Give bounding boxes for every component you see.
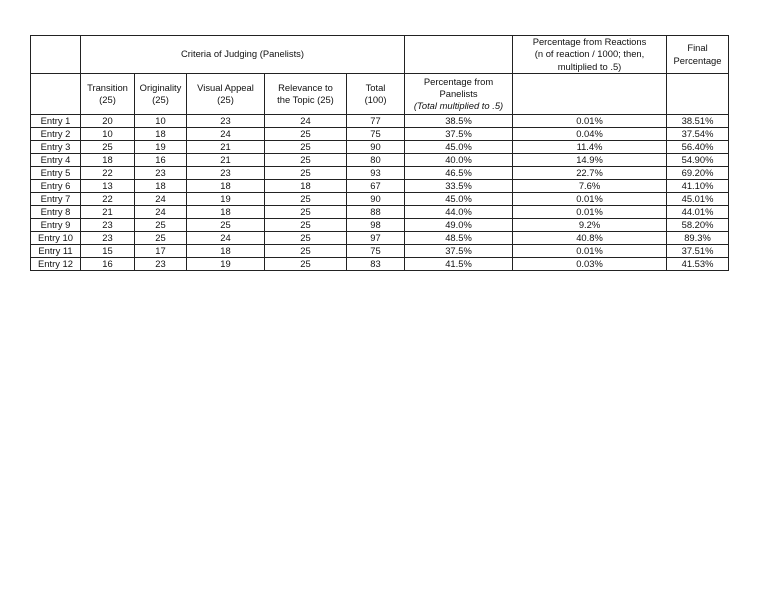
- entry-cell: Entry 9: [31, 219, 81, 232]
- table-row: [31, 193, 729, 206]
- total-cell: 88: [347, 206, 405, 219]
- entry-cell: Entry 7: [31, 193, 81, 206]
- table-row: [31, 115, 729, 128]
- transition-cell: 23: [81, 219, 135, 232]
- reactions-percentage-cell: 14.9%: [513, 154, 667, 167]
- transition-cell: 10: [81, 128, 135, 141]
- table-row: [31, 206, 729, 219]
- visual-appeal-header-line-2: (25): [217, 94, 234, 105]
- header-empty-panelists-top: [405, 36, 513, 74]
- header-row-top: [31, 36, 729, 74]
- transition-cell: 15: [81, 245, 135, 258]
- panelists-header-line-3: (Total multiplied to .5): [413, 100, 504, 112]
- originality-header: [135, 74, 187, 115]
- final-percentage-cell: 38.51%: [667, 115, 729, 128]
- originality-cell: 10: [135, 115, 187, 128]
- panelists-percentage-cell: 49.0%: [405, 219, 513, 232]
- final-percentage-cell: 58.20%: [667, 219, 729, 232]
- panelists-percentage-cell: 44.0%: [405, 206, 513, 219]
- visual-appeal-cell: 18: [187, 206, 265, 219]
- originality-cell: 23: [135, 258, 187, 271]
- panelists-header: [405, 74, 513, 115]
- table-row: [31, 128, 729, 141]
- visual-appeal-cell: 18: [187, 245, 265, 258]
- transition-cell: 25: [81, 141, 135, 154]
- final-percentage-cell: 44.01%: [667, 206, 729, 219]
- reactions-percentage-cell: 22.7%: [513, 167, 667, 180]
- visual-appeal-header-line-1: Visual Appeal: [197, 81, 254, 93]
- reactions-percentage-cell: 7.6%: [513, 180, 667, 193]
- score-rows: [31, 115, 729, 271]
- panelists-percentage-cell: 48.5%: [405, 232, 513, 245]
- visual-appeal-cell: 24: [187, 232, 265, 245]
- reactions-percentage-cell: 11.4%: [513, 141, 667, 154]
- visual-appeal-cell: 21: [187, 154, 265, 167]
- visual-appeal-cell: 25: [187, 219, 265, 232]
- transition-cell: 21: [81, 206, 135, 219]
- relevance-cell: 25: [265, 219, 347, 232]
- panelists-percentage-cell: 40.0%: [405, 154, 513, 167]
- originality-header-line-2: (25): [152, 94, 169, 105]
- total-cell: 75: [347, 128, 405, 141]
- relevance-header-line-1: Relevance to: [278, 81, 333, 93]
- table-row: [31, 141, 729, 154]
- reactions-percentage-cell: 40.8%: [513, 232, 667, 245]
- total-header-line-1: Total: [365, 81, 386, 93]
- relevance-cell: 25: [265, 154, 347, 167]
- judging-score-table: [30, 35, 729, 271]
- final-header-line-2: Percentage: [673, 54, 722, 66]
- panelists-percentage-cell: 46.5%: [405, 167, 513, 180]
- relevance-cell: 24: [265, 115, 347, 128]
- final-percentage-cell: 37.54%: [667, 128, 729, 141]
- final-percentage-cell: 45.01%: [667, 193, 729, 206]
- reactions-percentage-cell: 9.2%: [513, 219, 667, 232]
- final-percentage-cell: 41.10%: [667, 180, 729, 193]
- relevance-cell: 18: [265, 180, 347, 193]
- transition-cell: 22: [81, 167, 135, 180]
- entry-cell: Entry 5: [31, 167, 81, 180]
- panelists-percentage-cell: 45.0%: [405, 141, 513, 154]
- reactions-percentage-cell: 0.03%: [513, 258, 667, 271]
- reactions-header-line-1: Percentage from Reactions: [532, 36, 647, 48]
- originality-cell: 16: [135, 154, 187, 167]
- total-cell: 90: [347, 141, 405, 154]
- reactions-header-line-2: (n of reaction / 1000; then,: [534, 48, 645, 60]
- reactions-percentage-cell: 0.01%: [513, 245, 667, 258]
- panelists-percentage-cell: 37.5%: [405, 245, 513, 258]
- total-cell: 83: [347, 258, 405, 271]
- entry-cell: Entry 11: [31, 245, 81, 258]
- table-row: [31, 219, 729, 232]
- entry-cell: Entry 10: [31, 232, 81, 245]
- originality-cell: 17: [135, 245, 187, 258]
- total-cell: 97: [347, 232, 405, 245]
- relevance-cell: 25: [265, 245, 347, 258]
- relevance-cell: 25: [265, 167, 347, 180]
- total-header-line-2: (100): [364, 94, 387, 105]
- header-empty-final: [667, 74, 729, 115]
- entry-cell: Entry 1: [31, 115, 81, 128]
- panelists-percentage-cell: 41.5%: [405, 258, 513, 271]
- total-cell: 67: [347, 180, 405, 193]
- reactions-header: [513, 36, 667, 74]
- visual-appeal-cell: 23: [187, 167, 265, 180]
- table-row: [31, 232, 729, 245]
- visual-appeal-header: [187, 74, 265, 115]
- final-percentage-cell: 37.51%: [667, 245, 729, 258]
- entry-cell: Entry 4: [31, 154, 81, 167]
- transition-cell: 18: [81, 154, 135, 167]
- relevance-cell: 25: [265, 206, 347, 219]
- final-percentage-cell: 89.3%: [667, 232, 729, 245]
- total-cell: 75: [347, 245, 405, 258]
- table-row: [31, 167, 729, 180]
- visual-appeal-cell: 18: [187, 180, 265, 193]
- originality-cell: 24: [135, 193, 187, 206]
- relevance-header: [265, 74, 347, 115]
- final-percentage-cell: 41.53%: [667, 258, 729, 271]
- transition-cell: 13: [81, 180, 135, 193]
- originality-cell: 18: [135, 180, 187, 193]
- table-row: [31, 258, 729, 271]
- relevance-cell: 25: [265, 258, 347, 271]
- visual-appeal-cell: 24: [187, 128, 265, 141]
- panelists-header-line-1: Percentage from: [423, 75, 494, 87]
- panelists-percentage-cell: 37.5%: [405, 128, 513, 141]
- panelists-header-line-2: Panelists: [439, 87, 478, 99]
- panelists-percentage-cell: 38.5%: [405, 115, 513, 128]
- criteria-title: Criteria of Judging (Panelists): [81, 36, 405, 74]
- reactions-percentage-cell: 0.01%: [513, 206, 667, 219]
- header-empty-corner: [31, 36, 81, 74]
- total-cell: 77: [347, 115, 405, 128]
- relevance-cell: 25: [265, 141, 347, 154]
- final-percentage-cell: 69.20%: [667, 167, 729, 180]
- transition-cell: 16: [81, 258, 135, 271]
- transition-cell: 20: [81, 115, 135, 128]
- reactions-header-line-3: multiplied to .5): [557, 60, 622, 72]
- relevance-header-line-2: the Topic (25): [277, 94, 334, 105]
- reactions-percentage-cell: 0.01%: [513, 193, 667, 206]
- final-header-line-1: Final: [687, 42, 708, 54]
- header-empty-reactions: [513, 74, 667, 115]
- reactions-percentage-cell: 0.04%: [513, 128, 667, 141]
- transition-cell: 23: [81, 232, 135, 245]
- total-cell: 98: [347, 219, 405, 232]
- originality-cell: 23: [135, 167, 187, 180]
- originality-cell: 18: [135, 128, 187, 141]
- transition-cell: 22: [81, 193, 135, 206]
- visual-appeal-cell: 19: [187, 193, 265, 206]
- originality-cell: 19: [135, 141, 187, 154]
- entry-cell: Entry 3: [31, 141, 81, 154]
- table-row: [31, 180, 729, 193]
- table-row: [31, 245, 729, 258]
- relevance-cell: 25: [265, 232, 347, 245]
- header-empty-entry: [31, 74, 81, 115]
- transition-header-line-2: (25): [99, 94, 116, 105]
- final-percentage-cell: 54.90%: [667, 154, 729, 167]
- table-row: [31, 154, 729, 167]
- entry-cell: Entry 12: [31, 258, 81, 271]
- total-cell: 80: [347, 154, 405, 167]
- entry-cell: Entry 8: [31, 206, 81, 219]
- visual-appeal-cell: 19: [187, 258, 265, 271]
- originality-cell: 25: [135, 219, 187, 232]
- relevance-cell: 25: [265, 193, 347, 206]
- total-cell: 90: [347, 193, 405, 206]
- transition-header-line-1: Transition: [87, 81, 128, 93]
- entry-cell: Entry 2: [31, 128, 81, 141]
- originality-header-line-1: Originality: [139, 81, 182, 93]
- total-header: [347, 74, 405, 115]
- final-percentage-cell: 56.40%: [667, 141, 729, 154]
- final-header: [667, 36, 729, 74]
- header-row-bottom: [31, 74, 729, 115]
- originality-cell: 24: [135, 206, 187, 219]
- total-cell: 93: [347, 167, 405, 180]
- visual-appeal-cell: 21: [187, 141, 265, 154]
- entry-cell: Entry 6: [31, 180, 81, 193]
- originality-cell: 25: [135, 232, 187, 245]
- transition-header: [81, 74, 135, 115]
- panelists-percentage-cell: 33.5%: [405, 180, 513, 193]
- relevance-cell: 25: [265, 128, 347, 141]
- reactions-percentage-cell: 0.01%: [513, 115, 667, 128]
- panelists-percentage-cell: 45.0%: [405, 193, 513, 206]
- visual-appeal-cell: 23: [187, 115, 265, 128]
